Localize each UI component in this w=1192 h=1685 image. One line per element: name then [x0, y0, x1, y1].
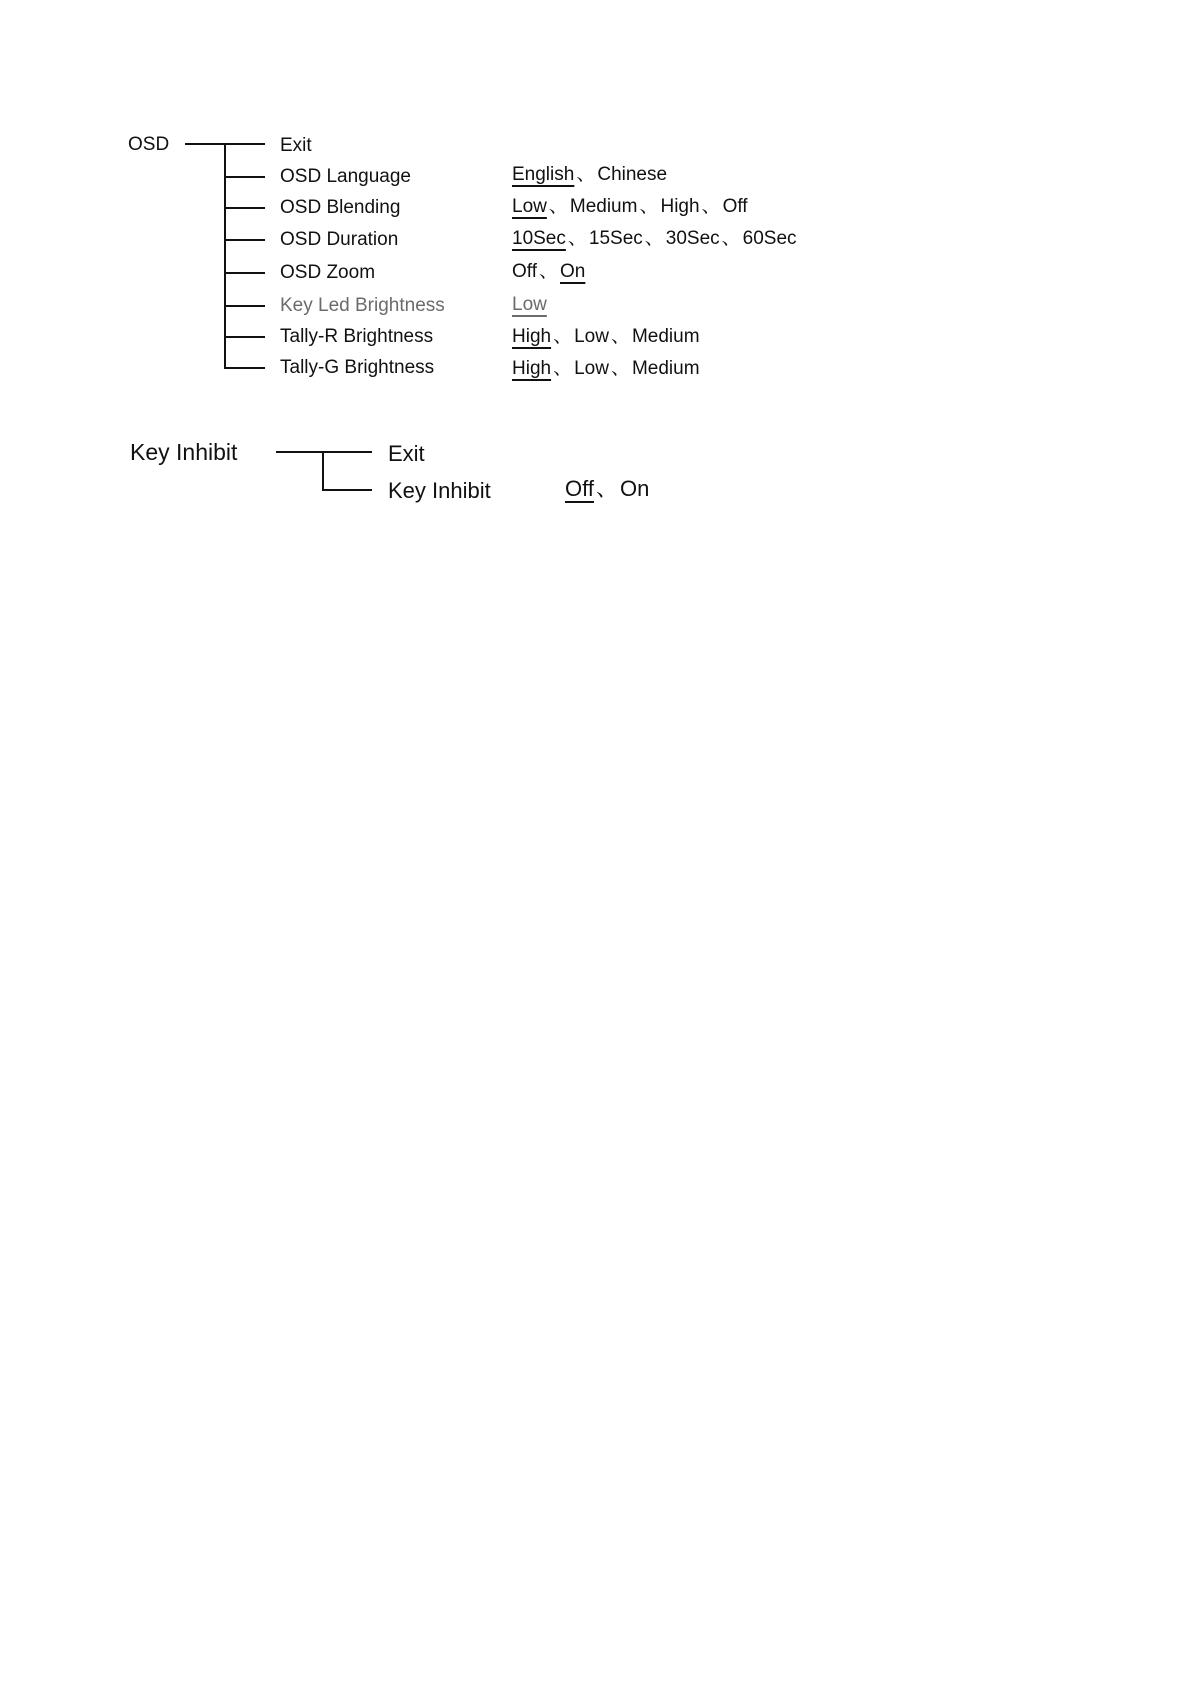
option-selected: On [560, 261, 586, 282]
osd-item-tally-g-brightness: Tally-G Brightness [280, 357, 435, 378]
osd-branch-line [224, 336, 265, 338]
option: Chinese [597, 164, 668, 185]
osd-duration-options [512, 229, 797, 248]
osd-item-zoom: OSD Zoom [280, 262, 376, 283]
option-selected: Low [512, 294, 547, 315]
key-inhibit-root-connector [276, 451, 372, 453]
option-selected: High [512, 326, 552, 347]
option: Low [574, 326, 609, 347]
osd-zoom-options [512, 262, 585, 281]
option-separator: 、 [721, 228, 741, 249]
option-separator: 、 [553, 326, 573, 347]
osd-root-label: OSD [128, 134, 170, 155]
osd-item-blending: OSD Blending [280, 197, 401, 218]
key-inhibit-root-label: Key Inhibit [130, 439, 238, 465]
option: Medium [631, 326, 700, 347]
osd-tally-r-options [512, 327, 700, 346]
option-separator: 、 [595, 476, 618, 501]
key-inhibit-branch-line [322, 489, 372, 491]
option: High [660, 196, 700, 217]
option: Low [574, 358, 609, 379]
option: 15Sec [588, 228, 643, 249]
key-inhibit-options [565, 478, 649, 500]
option-selected: Low [512, 196, 547, 217]
key-inhibit-item-exit: Exit [388, 441, 425, 466]
osd-item-language: OSD Language [280, 166, 411, 187]
option-separator: 、 [610, 358, 630, 379]
osd-item-tally-r-brightness: Tally-R Brightness [280, 326, 434, 347]
option-selected: 10Sec [512, 228, 566, 249]
option-selected: High [512, 358, 552, 379]
osd-branch-line [224, 305, 265, 307]
osd-branch-line [224, 207, 265, 209]
option: Medium [631, 358, 700, 379]
osd-branch-line [224, 272, 265, 274]
osd-blending-options [512, 197, 748, 216]
key-inhibit-trunk-line [322, 451, 324, 490]
osd-item-key-led-brightness: Key Led Brightness [280, 295, 445, 316]
option-selected: Off [565, 476, 594, 501]
option-separator: 、 [701, 196, 721, 217]
option-separator: 、 [644, 228, 664, 249]
option: On [619, 476, 650, 501]
key-inhibit-item-key-inhibit: Key Inhibit [388, 478, 491, 503]
option-separator: 、 [567, 228, 587, 249]
osd-tally-g-options [512, 359, 700, 378]
option-separator: 、 [576, 164, 596, 185]
option: Off [512, 261, 537, 282]
osd-branch-line [224, 239, 265, 241]
option: Medium [569, 196, 638, 217]
option-separator: 、 [539, 261, 559, 282]
osd-item-exit: Exit [280, 135, 312, 156]
osd-item-duration: OSD Duration [280, 229, 399, 250]
osd-branch-line [224, 367, 265, 369]
option-separator: 、 [639, 196, 659, 217]
option-separator: 、 [548, 196, 568, 217]
option: 30Sec [665, 228, 720, 249]
option-separator: 、 [610, 326, 630, 347]
osd-language-options [512, 165, 667, 184]
option: 60Sec [742, 228, 797, 249]
osd-key-led-brightness-options [512, 295, 547, 314]
option-selected: English [512, 164, 575, 185]
option-separator: 、 [553, 358, 573, 379]
osd-branch-line [224, 176, 265, 178]
option: Off [722, 196, 748, 217]
